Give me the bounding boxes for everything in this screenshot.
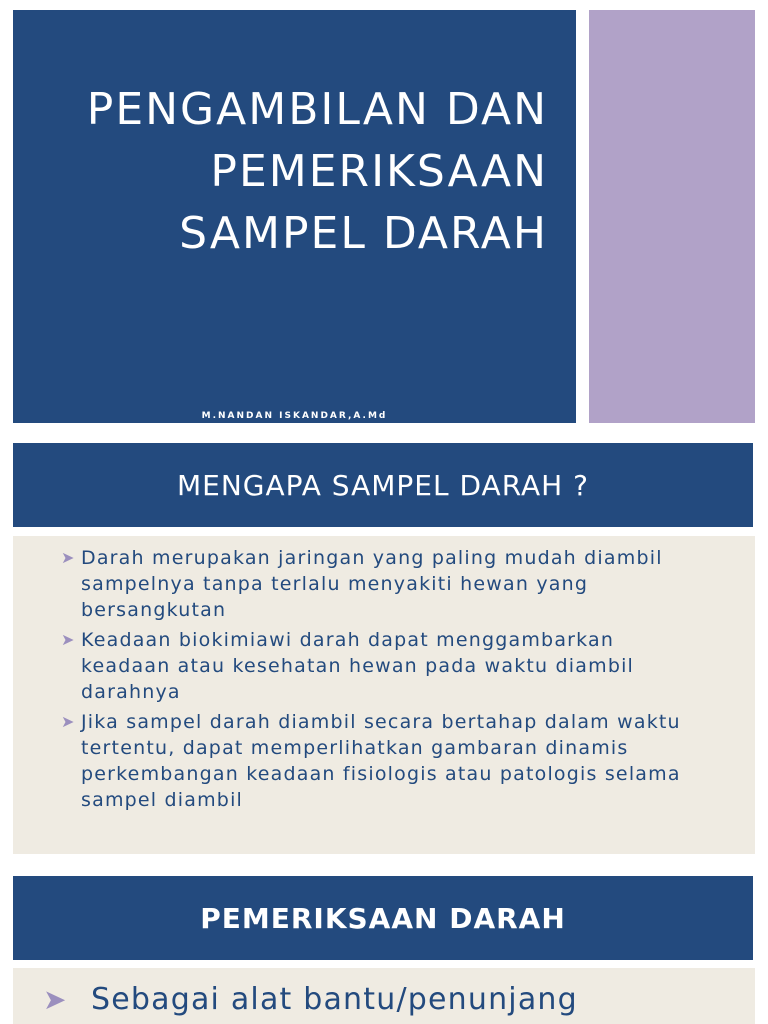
author-name: M.NANDAN ISKANDAR,A.Md <box>201 411 388 421</box>
title-line-1: PENGAMBILAN DAN <box>86 84 548 136</box>
list-item-text: Sebagai alat bantu/penunjang <box>91 982 578 1017</box>
content-panel-why-blood-sample <box>13 536 755 854</box>
list-item <box>43 980 731 1020</box>
title-line-3: SAMPEL DARAH <box>179 208 548 260</box>
list-item-text: Darah merupakan jaringan yang paling mudah diambil sampelnya tanpa terlalu menyakiti hewan yang bersangkutan <box>81 547 663 621</box>
arrow-bullet-icon: ➤ <box>43 983 68 1016</box>
arrow-bullet-icon: ➤ <box>61 630 76 649</box>
bullet-list <box>43 980 731 1020</box>
list-item-text: Keadaan biokimiawi darah dapat menggambarkan keadaan atau kesehatan hewan pada waktu diambil darahnya <box>81 629 635 703</box>
content-panel-blood-examination <box>13 968 755 1024</box>
section-heading-why-blood-sample: MENGAPA SAMPEL DARAH ? <box>13 443 753 527</box>
presentation-title <box>48 79 548 265</box>
bullet-list <box>61 545 701 817</box>
list-item <box>61 627 701 705</box>
accent-panel <box>589 10 755 423</box>
list-item <box>61 709 701 813</box>
list-item <box>61 545 701 623</box>
list-item-text: Jika sampel darah diambil secara bertahap dalam waktu tertentu, dapat memperlihatkan gambaran dinamis perkembangan keadaan fisiologis atau patologis selama sampel diambil <box>81 711 681 811</box>
arrow-bullet-icon: ➤ <box>61 712 76 731</box>
title-slide-panel <box>13 10 576 423</box>
section-heading-blood-examination: PEMERIKSAAN DARAH <box>13 876 753 960</box>
arrow-bullet-icon: ➤ <box>61 548 76 567</box>
title-line-2: PEMERIKSAAN <box>210 146 548 198</box>
